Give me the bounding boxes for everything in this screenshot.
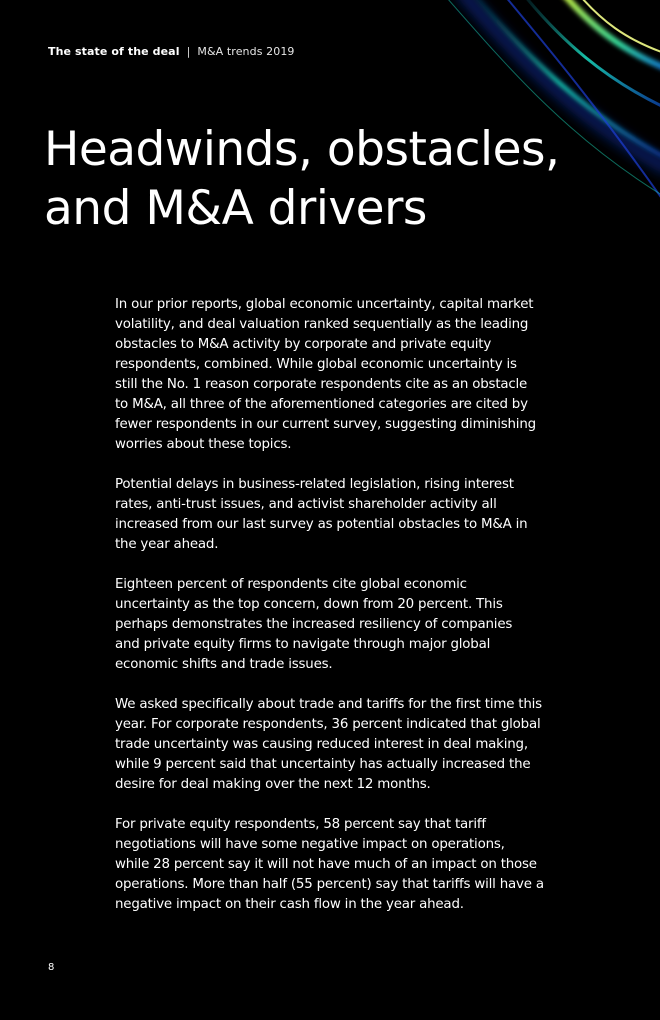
title-line: Headwinds, obstacles,: [44, 122, 560, 177]
text-line: perhaps demonstrates the increased resiliency of companies: [115, 617, 513, 632]
text-line: year. For corporate respondents, 36 percent indicated that global: [115, 717, 541, 732]
text-line: rates, anti-trust issues, and activist shareholder activity all: [115, 497, 497, 512]
text-line: while 28 percent say it will not have much of an impact on those: [115, 857, 537, 872]
text-line: desire for deal making over the next 12 months.: [115, 777, 431, 792]
text-line: obstacles to M&A activity by corporate and private equity: [115, 337, 492, 352]
text-line: the year ahead.: [115, 537, 219, 552]
text-line: Eighteen percent of respondents cite global economic: [115, 577, 467, 592]
title-line: and M&A drivers: [44, 181, 427, 236]
text-line: In our prior reports, global economic uncertainty, capital market: [115, 297, 534, 312]
text-line: negotiations will have some negative impact on operations,: [115, 837, 505, 852]
text-line: operations. More than half (55 percent) say that tariffs will have a: [115, 877, 544, 892]
text-line: respondents, combined. While global economic uncertainty is: [115, 357, 517, 372]
paragraph-1: [115, 295, 545, 455]
header-subtitle: M&A trends 2019: [197, 45, 295, 58]
paragraph-4: [115, 695, 545, 795]
text-line: For private equity respondents, 58 percent say that tariff: [115, 817, 486, 832]
running-header: [48, 45, 295, 58]
text-line: economic shifts and trade issues.: [115, 657, 333, 672]
text-line: We asked specifically about trade and tariffs for the first time this: [115, 697, 542, 712]
text-line: uncertainty as the top concern, down from 20 percent. This: [115, 597, 503, 612]
text-line: fewer respondents in our current survey, suggesting diminishing: [115, 417, 536, 432]
page-title: [44, 120, 604, 238]
header-separator: |: [186, 45, 191, 58]
text-line: to M&A, all three of the aforementioned categories are cited by: [115, 397, 528, 412]
body-text: [115, 295, 545, 935]
text-line: volatility, and deal valuation ranked sequentially as the leading: [115, 317, 529, 332]
header-brand: The state of the deal: [48, 45, 180, 58]
text-line: worries about these topics.: [115, 437, 292, 452]
text-line: and private equity firms to navigate through major global: [115, 637, 491, 652]
text-line: Potential delays in business-related legislation, rising interest: [115, 477, 514, 492]
paragraph-2: [115, 475, 545, 555]
text-line: trade uncertainty was causing reduced interest in deal making,: [115, 737, 528, 752]
text-line: while 9 percent said that uncertainty has actually increased the: [115, 757, 531, 772]
text-line: still the No. 1 reason corporate respondents cite as an obstacle: [115, 377, 528, 392]
text-line: increased from our last survey as potential obstacles to M&A in: [115, 517, 528, 532]
text-line: negative impact on their cash flow in the year ahead.: [115, 897, 464, 912]
page-number: 8: [48, 962, 55, 973]
paragraph-3: [115, 575, 545, 675]
paragraph-5: [115, 815, 545, 915]
